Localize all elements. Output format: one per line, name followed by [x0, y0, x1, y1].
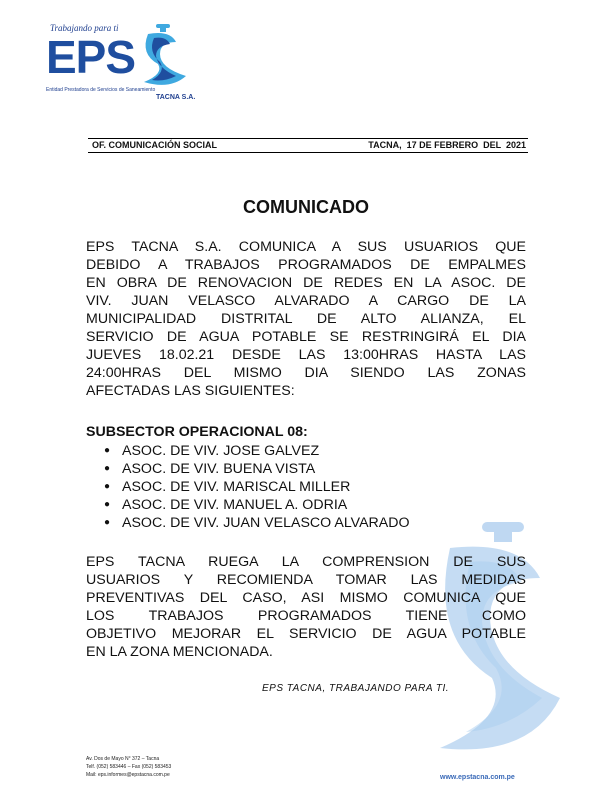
paragraph-line: JUEVES 18.02.21 DESDE LAS 13:00HRAS HASTA LAS: [86, 347, 526, 363]
paragraph-line: LOS TRABAJOS PROGRAMADOS TIENE COMO: [86, 608, 526, 624]
paragraph-line: EPS TACNA S.A. COMUNICA A SUS USUARIOS QUE: [86, 239, 526, 255]
paragraph-line: EN OBRA DE RENOVACION DE REDES EN LA ASOC. DE: [86, 275, 526, 291]
list-item: ● ASOC. DE VIV. MANUEL A. ODRIA: [104, 496, 410, 514]
subsector-title: SUBSECTOR OPERACIONAL 08:: [86, 424, 308, 440]
list-item: ● ASOC. DE VIV. JUAN VELASCO ALVARADO: [104, 514, 410, 532]
paragraph-line: 24:00HRAS DEL MISMO DIA SIENDO LAS ZONAS: [86, 365, 526, 381]
paragraph-line: OBJETIVO MEJORAR EL SERVICIO DE AGUA POTABLE: [86, 626, 526, 642]
paragraph-line: DEBIDO A TRABAJOS PROGRAMADOS DE EMPALMES: [86, 257, 526, 273]
reference-office: OF. COMUNICACIÓN SOCIAL: [92, 140, 217, 150]
footer-mail: Mail: eps.informes@epstacna.com.pe: [86, 772, 170, 778]
eps-logo: [44, 18, 194, 102]
list-item: ● ASOC. DE VIV. JOSE GALVEZ: [104, 442, 410, 460]
paragraph-line: EN LA ZONA MENCIONADA.: [86, 644, 273, 660]
paragraph-line: USUARIOS Y RECOMIENDA TOMAR LAS MEDIDAS: [86, 572, 526, 588]
paragraph-line: EPS TACNA RUEGA LA COMPRENSION DE SUS: [86, 554, 526, 570]
footer-phone: Telf. (052) 583446 – Fax (052) 583453: [86, 764, 172, 770]
list-item: ● ASOC. DE VIV. BUENA VISTA: [104, 460, 410, 478]
affected-zones-list: [104, 442, 410, 532]
paragraph-line: VIV. JUAN VELASCO ALVARADO A CARGO DE LA: [86, 293, 526, 309]
announcement-paragraph: [86, 238, 526, 400]
paragraph-line: MUNICIPALIDAD DISTRITAL DE ALTO ALIANZA, EL: [86, 311, 526, 327]
reference-bar: [88, 138, 528, 153]
reference-date: TACNA, 17 DE FEBRERO DEL 2021: [368, 140, 526, 150]
page-title: COMUNICADO: [243, 197, 369, 217]
list-item: ● ASOC. DE VIV. MARISCAL MILLER: [104, 478, 410, 496]
website-link[interactable]: www.epstacna.com.pe: [440, 774, 515, 781]
logo-tagline: Trabajando para ti: [50, 23, 119, 33]
logo-fine-print: Entidad Prestadora de Servicios de Saneamiento: [46, 87, 156, 93]
slogan: EPS TACNA, TRABAJANDO PARA TI.: [262, 683, 450, 694]
footer-contact: [86, 755, 171, 779]
paragraph-line: SERVICIO DE AGUA POTABLE SE RESTRINGIRÁ EL DIA: [86, 329, 526, 345]
water-drop-icon: [130, 20, 194, 90]
logo-wordmark: EPS: [46, 31, 136, 83]
logo-company: TACNA S.A.: [156, 94, 196, 101]
paragraph-line: PREVENTIVAS DEL CASO, ASI MISMO COMUNICA QUE: [86, 590, 526, 606]
paragraph-line: AFECTADAS LAS SIGUIENTES:: [86, 383, 295, 399]
closing-paragraph: [86, 553, 526, 661]
footer-address: Av. Dos de Mayo N° 372 – Tacna: [86, 756, 160, 762]
